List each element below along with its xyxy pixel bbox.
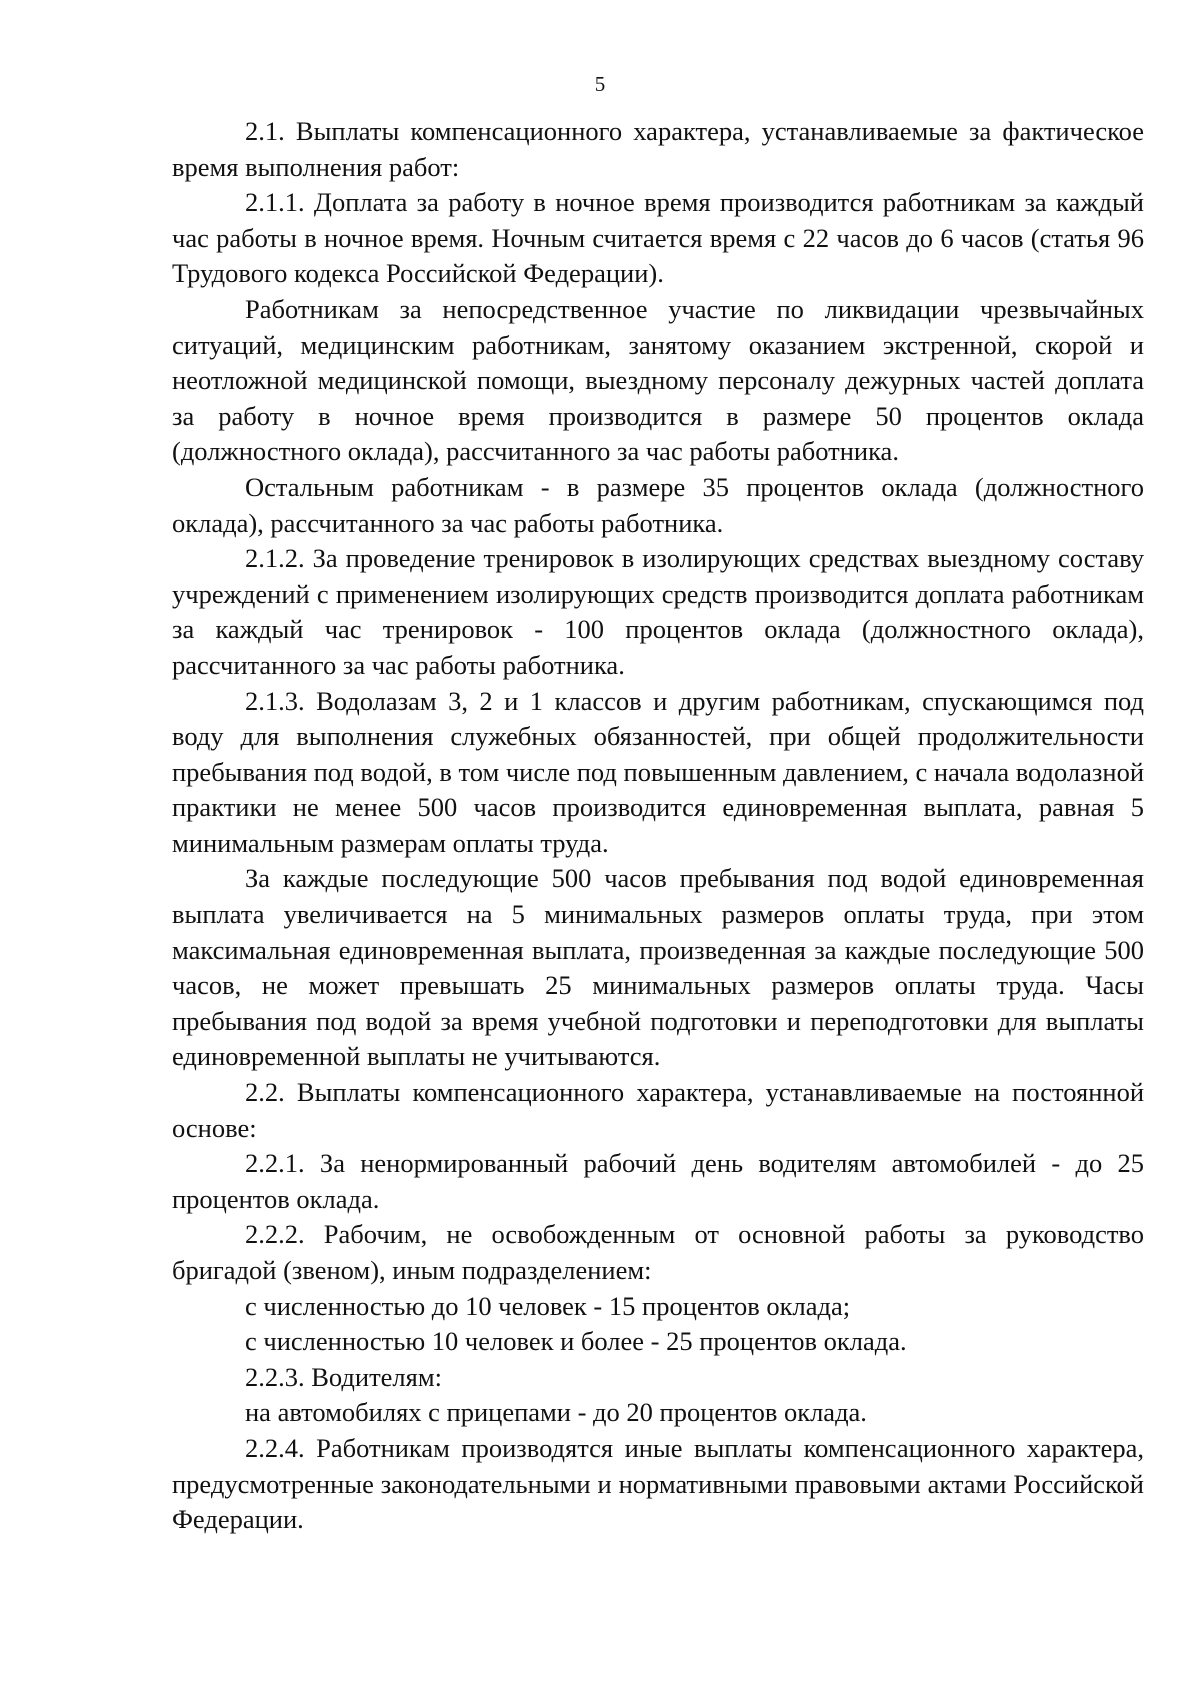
paragraph-2-1-3: 2.1.3. Водолазам 3, 2 и 1 классов и другим работникам, спускающимся под воду для выполнения служебных обязанностей, при общей продолжительности пребывания под водой, в том числе под повышенным давлением, с начала водолазной практики не менее 500 часов производится единовременная выплата, равная 5 минимальным размерам оплаты труда.	[172, 685, 1144, 858]
list-item-team-under-10: с численностью до 10 человек - 15 процентов оклада;	[245, 1290, 851, 1321]
document-body	[172, 114, 1144, 1538]
paragraph-night-work-others: Остальным работникам - в размере 35 процентов оклада (должностного оклада), рассчитанного за час работы работника.	[172, 471, 1144, 538]
list-item-team-10-plus: с численностью 10 человек и более - 25 процентов оклада.	[245, 1326, 907, 1357]
paragraph-2-2: 2.2. Выплаты компенсационного характера, устанавливаемые на постоянной основе:	[172, 1077, 1144, 1143]
paragraph-2-2-3: 2.2.3. Водителям:	[245, 1361, 442, 1392]
paragraph-2-1-1: 2.1.1. Доплата за работу в ночное время производится работникам за каждый час работы в ночное время. Ночным считается время с 22 часов до 6 часов (статья 96 Трудового кодекса Российской Федерации).	[172, 187, 1144, 289]
paragraph-2-2-2: 2.2.2. Рабочим, не освобожденным от основной работы за руководство бригадой (звеном), иным подразделением:	[172, 1219, 1144, 1285]
list-item-trailers: на автомобилях с прицепами - до 20 процентов оклада.	[245, 1397, 867, 1428]
page-number: 5	[594, 72, 606, 96]
paragraph-2-2-4: 2.2.4. Работникам производятся иные выплаты компенсационного характера, предусмотренные законодательными и нормативными правовыми актами Российской Федерации.	[172, 1432, 1144, 1535]
paragraph-2-1: 2.1. Выплаты компенсационного характера, устанавливаемые за фактическое время выполнения работ:	[172, 116, 1144, 182]
paragraph-2-2-1: 2.2.1. За ненормированный рабочий день водителям автомобилей - до 25 процентов оклада.	[172, 1148, 1144, 1214]
paragraph-2-1-2: 2.1.2. За проведение тренировок в изолирующих средствах выездному составу учреждений с применением изолирующих средств производится доплата работникам за каждый час тренировок - 100 процентов оклада (должностного оклада), рассчитанного за час работы работника.	[172, 543, 1144, 680]
paragraph-diving-additional-hours: За каждые последующие 500 часов пребывания под водой единовременная выплата увеличивается на 5 минимальных размеров оплаты труда, при этом максимальная единовременная выплата, произведенная за каждые последующие 500 часов, не может превышать 25 минимальных размеров оплаты труда. Часы пребывания под водой за время учебной подготовки и переподготовки для выплаты единовременной выплаты не учитываются.	[172, 863, 1144, 1072]
paragraph-night-work-emergency: Работникам за непосредственное участие по ликвидации чрезвычайных ситуаций, медицинским работникам, занятому оказанием экстренной, скорой и неотложной медицинской помощи, выездному персоналу дежурных частей доплата за работу в ночное время производится в размере 50 процентов оклада (должностного оклада), рассчитанного за час работы работника.	[172, 293, 1144, 467]
